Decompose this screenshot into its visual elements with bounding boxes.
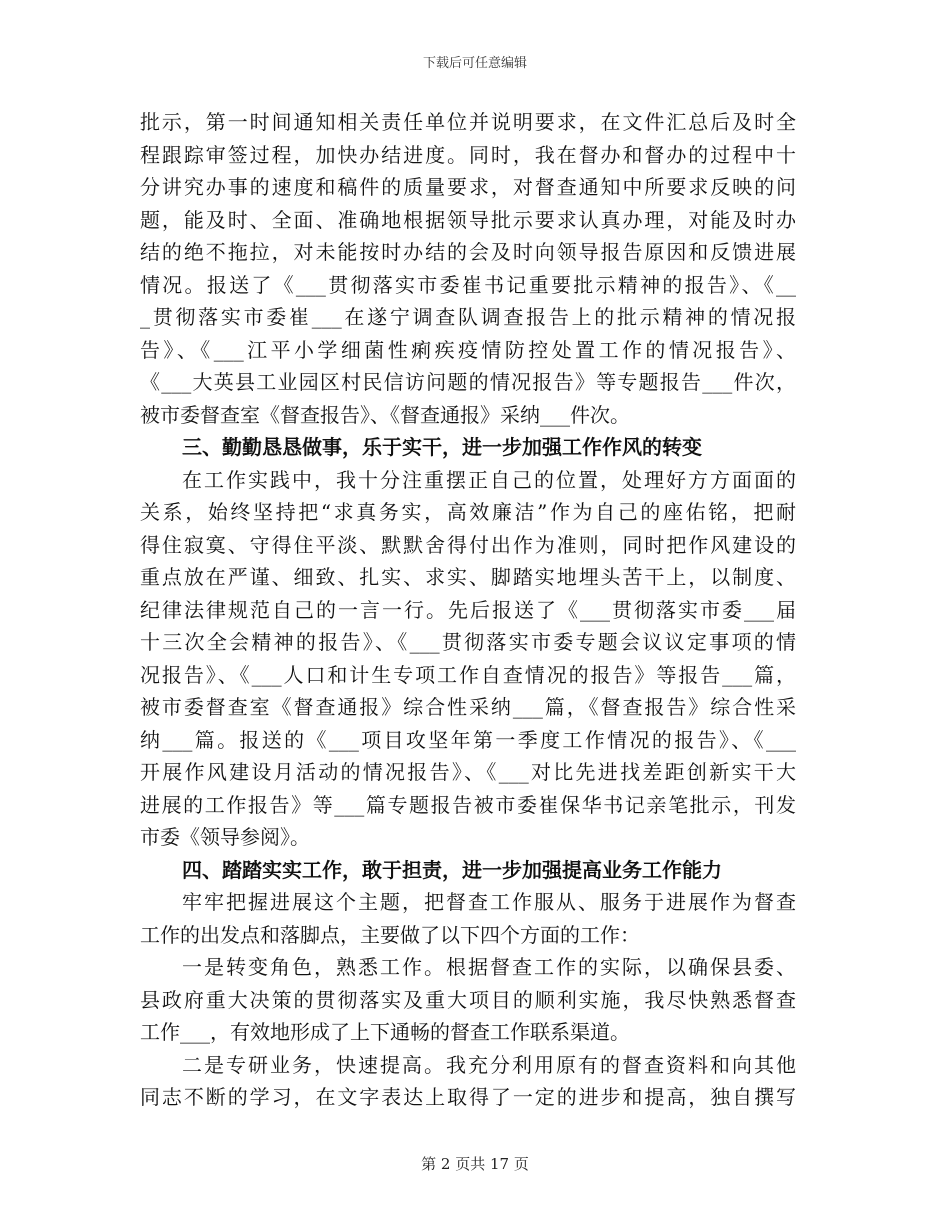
text-line: 县政府重大决策的贯彻落实及重大项目的顺利实施，我尽快熟悉督查: [140, 987, 796, 1012]
page-header: 下载后可任意编辑: [422, 56, 527, 71]
text-line: 分讲究办事的速度和稿件的质量要求，对督查通知中所要求反映的问: [140, 175, 796, 199]
text-line: 题，能及时、全面、准确地根据领导批示要求认真办理，对能及时办: [140, 207, 796, 232]
text-line: 十三次全会精神的报告》、《___贯彻落实市委专题会议议定事项的情: [140, 630, 796, 654]
text-line: 一是转变角色，熟悉工作。根据督查工作的实际，以确保县委、: [182, 955, 796, 979]
text-line: 开展作风建设月活动的情况报告》、《___对比先进找差距创新实干大: [140, 760, 796, 784]
text-line: 纪律法律规范自己的一言一行。先后报送了《___贯彻落实市委___届: [140, 597, 796, 622]
text-line: 情况。报送了《___贯彻落实市委崔书记重要批示精神的报告》、《__: [140, 272, 796, 297]
text-line: 批示，第一时间通知相关责任单位并说明要求，在文件汇总后及时全: [140, 110, 796, 134]
text-line: 告》、《___江平小学细菌性痢疾疫情防控处置工作的情况报告》、: [140, 337, 796, 362]
section-heading: 三、勤勤恳恳做事，乐于实干，进一步加强工作作风的转变: [182, 435, 702, 459]
text-line: 结的绝不拖拉，对未能按时办结的会及时向领导报告原因和反馈进展: [140, 240, 796, 264]
text-line: 工作的出发点和落脚点，主要做了以下四个方面的工作：: [140, 922, 640, 947]
text-line: 纳___篇。报送的《___项目攻坚年第一季度工作情况的报告》、《___: [140, 727, 796, 752]
text-line: 重点放在严谨、细致、扎实、求实、脚踏实地埋头苦干上，以制度、: [140, 565, 796, 589]
text-line: 《___大英县工业园区村民信访问题的情况报告》等专题报告___件次，: [140, 370, 796, 394]
text-line: 被市委督查室《督查报告》、《督查通报》采纳___件次。: [140, 402, 630, 427]
text-line: 市委《领导参阅》。: [140, 825, 310, 849]
text-line: 关系，始终坚持把“求真务实，高效廉洁”作为自己的座佑铭，把耐: [140, 500, 796, 524]
text-line: 同志不断的学习，在文字表达上取得了一定的进步和提高，独自撰写: [140, 1085, 796, 1109]
text-line: 被市委督查室《督查通报》综合性采纳___篇，《督查报告》综合性采: [140, 695, 796, 719]
text-line: _贯彻落实市委崔___在遂宁调查队调查报告上的批示精神的情况报: [140, 305, 796, 329]
text-line: 二是专研业务，快速提高。我充分利用原有的督查资料和向其他: [182, 1052, 796, 1077]
text-line: 程跟踪审签过程，加快办结进度。同时，我在督办和督办的过程中十: [140, 142, 796, 167]
section-heading: 四、踏踏实实工作，敢于担责，进一步加强提高业务工作能力: [182, 857, 722, 882]
text-line: 牢牢把握进展这个主题，把督查工作服从、服务于进展作为督查: [182, 890, 796, 914]
text-line: 工作___，有效地形成了上下通畅的督查工作联系渠道。: [140, 1020, 630, 1044]
text-line: 况报告》、《___人口和计生专项工作自查情况的报告》等报告___篇，: [140, 662, 796, 687]
text-line: 进展的工作报告》等___篇专题报告被市委崔保华书记亲笔批示，刊发: [140, 792, 796, 817]
page-footer: 第 2 页共 17 页: [421, 1155, 529, 1173]
document-body: [140, 106, 796, 1114]
text-line: 在工作实践中，我十分注重摆正自己的位置，处理好方方面面的: [182, 467, 796, 492]
text-line: 得住寂寞、守得住平淡、默默舍得付出作为准则，同时把作风建设的: [140, 532, 796, 557]
